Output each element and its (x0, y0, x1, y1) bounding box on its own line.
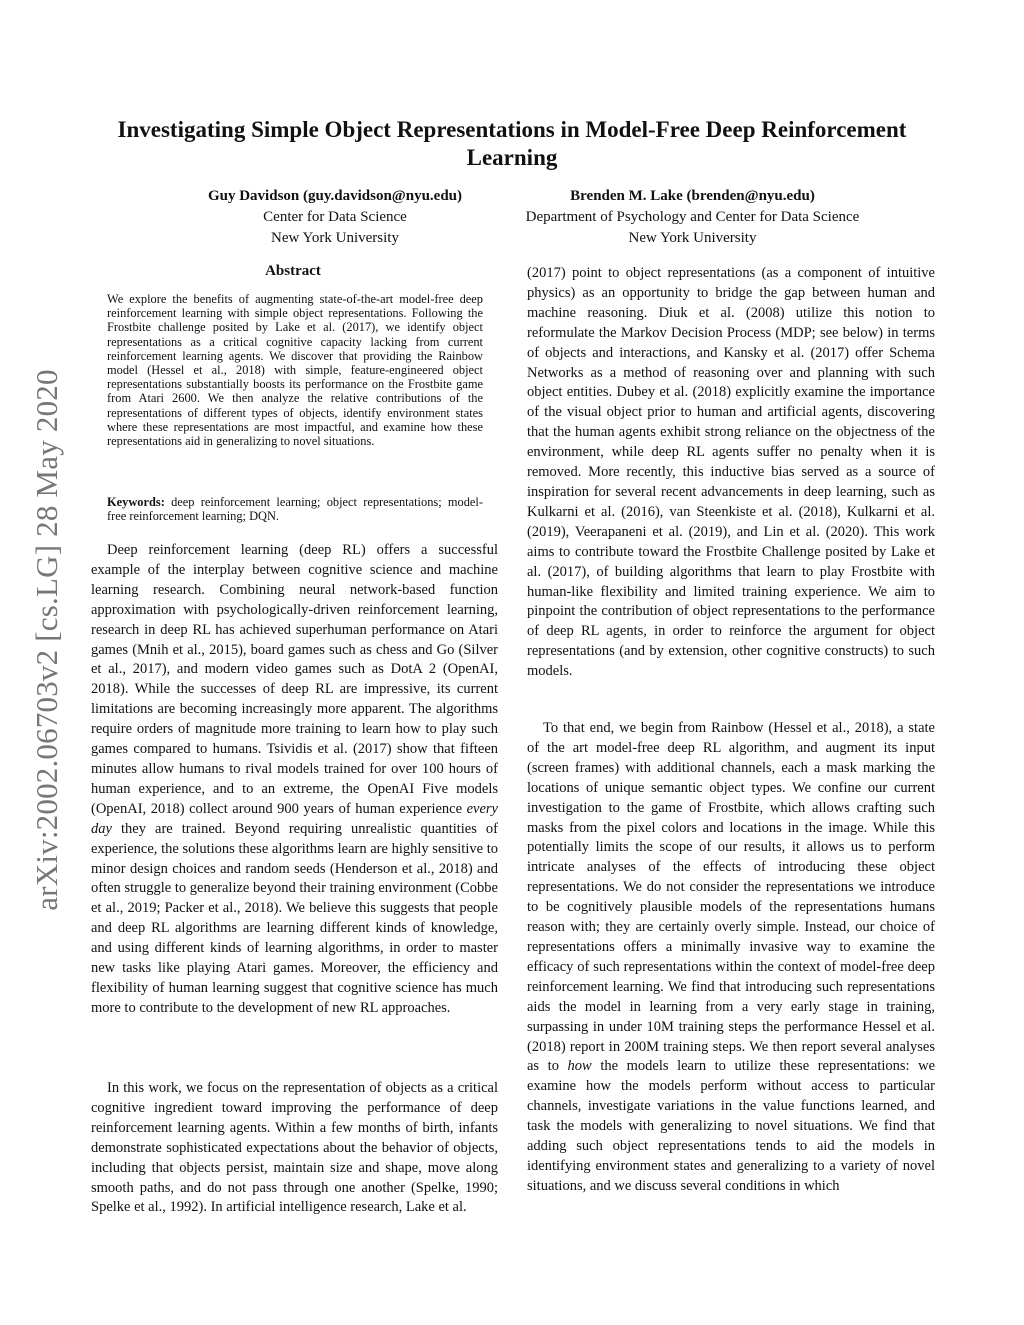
left-paragraph-2: In this work, we focus on the representation of objects as a critical cognitive ingredient toward improving the performance of deep reinforcement learning agents. Within a few months of birth, infants demonstrate sophisticated expectations about the behavior of objects, including that objects persist, maintain size and shape, move along smooth paths, and do not pass through one another (Spelke, 1990; Spelke et al., 1992). In artificial intelligence research, Lake et al. (91, 1080, 498, 1216)
paper-title: Investigating Simple Object Representations in Model-Free Deep Reinforcement Learning (117, 117, 907, 170)
arxiv-identifier: arXiv:2002.06703v2 [cs.LG] 28 May 2020 (29, 369, 64, 911)
right-paragraph-1: (2017) point to object representations (as a component of intuitive physics) as an opportunity to bridge the gap between human and machine reasoning. Diuk et al. (2008) utilize this notion to reformulate the Markov Decision Process (MDP; see below) in terms of objects and interactions, and Kansky et al. (2017) offer Schema Networks as a method of reasoning over and planning with such object entities. Dubey et al. (2018) explicitly examine the importance of the visual object prior to human and artificial agents, discovering that the human agents exhibit strong reliance on the objectness of the environment, while deep RL agents suffer no penalty when it is removed. More recently, this inductive bias served as a source of inspiration for several recent advancements in deep learning, such as Kulkarni et al. (2016), van Steenkiste et al. (2018), Kulkarni et al. (2019), Veerapaneni et al. (2019), and Lin et al. (2020). This work aims to contribute toward the Frostbite Challenge posited by Lake et al. (2017), of building algorithms that learn to play Frostbite with human-like flexibility and limited training experience. We aim to pinpoint the contribution of object representations to the performance of deep RL agents, in order to reinforce the argument for object representations (and by extension, other cognitive constructs) to such models. (527, 265, 935, 680)
paragraph-text: the models learn to utilize these representations: we examine how the models perform without access to particular channels, investigate variations in the value functions learned, and task the models with generalizing to novel situations. We find that adding such object representations tends to aid the models in identifying environment states and generalizing to a variety of novel situations, and we discuss several conditions in which (527, 1058, 936, 1194)
author-institution: New York University (628, 230, 757, 246)
keywords (107, 495, 483, 523)
keywords-label: Keywords: (107, 495, 165, 509)
author-institution: New York University (271, 230, 399, 246)
author-affiliation: Center for Data Science (263, 209, 407, 225)
emphasis-text: every day (91, 800, 498, 837)
author-affiliation: Department of Psychology and Center for Data Science (525, 209, 860, 225)
abstract-text: We explore the benefits of augmenting state-of-the-art model-free deep reinforcement learning with simple object representations. Following the Frostbite challenge posited by Lake et al. (2017), we identify object representations as a critical cognitive capacity lacking from current reinforcement learning agents. We discover that providing the Rainbow model (Hessel et al., 2018) with simple, feature-engineered object representations substantially boosts its performance on the Frostbite game from Atari 2600. We then analyze the relative contributions of the representations of different types of objects, identify environment states where these representations are most impactful, and examine how these representations aid in generalizing to novel situations. (107, 292, 483, 449)
paragraph-text: Deep reinforcement learning (deep RL) offers a successful example of the interplay between cognitive science and machine learning research. Combining neural network-based function approximation with psychologically-driven reinforcement learning, research in deep RL has achieved superhuman performance on Atari games (Mnih et al., 2015), board games such as chess and Go (Silver et al., 2017), and modern video games such as DotA 2 (OpenAI, 2018). While the successes of deep RL are impressive, its current limitations are becoming increasingly more apparent. The algorithms require orders of magnitude more training to learn how to play such games compared to humans. Tsividis et al. (2017) show that fifteen minutes allow humans to rival models trained for over 100 hours of human experience, and to an extreme, the OpenAI Five models (OpenAI, 2018) collect around 900 years of human experience (91, 542, 498, 817)
left-paragraph-1 (91, 541, 498, 1019)
author-name: Guy Davidson (guy.davidson@nyu.edu) (207, 188, 463, 204)
keywords-text: deep reinforcement learning; object representations; model-free reinforcement learning; DQN. (107, 495, 483, 524)
author-name: Brenden M. Lake (brenden@nyu.edu) (570, 188, 815, 204)
emphasis-text: how (567, 1058, 592, 1075)
paragraph-text: they are trained. Beyond requiring unrealistic quantities of experience, the solutions these algorithms learn are highly sensitive to minor design choices and random seeds (Henderson et al., 2018) and often struggle to generalize beyond their training environment (Cobbe et al., 2019; Packer et al., 2018). We believe this suggests that people and deep RL algorithms are learning different kinds of knowledge, and using different kinds of learning algorithms, in order to master new tasks like playing Atari games. Moreover, the efficiency and flexibility of human learning suggest that cognitive science has much more to contribute to the development of new RL approaches. (91, 820, 499, 1016)
paragraph-text: To that end, we begin from Rainbow (Hessel et al., 2018), a state of the art model-free deep RL algorithm, and augment its input (screen frames) with additional channels, each a mask marking the locations of unique semantic object types. We confine our current investigation to the game of Frostbite, which allows crafting such masks from the pixel colors and locations in the image. While this potentially limits the scope of our results, it allows us to perform intricate analyses of the effects of introducing these object representations. We do not consider the representations we introduce to be cognitively plausible models of the representations humans reason with; they are certainly overly simple. Instead, our choice of representations offers a minimally invasive way to examine the efficacy of such representations within the context of model-free deep reinforcement learning. We find that introducing such representations aids the model in learning from a very early stage in training, surpassing in under 10M training steps the performance Hessel et al. (2018) report in 200M training steps. We then report several analyses as to (527, 720, 935, 1075)
right-paragraph-2 (527, 719, 935, 1197)
abstract-heading: Abstract (265, 263, 321, 279)
author-block-2 (450, 186, 935, 249)
